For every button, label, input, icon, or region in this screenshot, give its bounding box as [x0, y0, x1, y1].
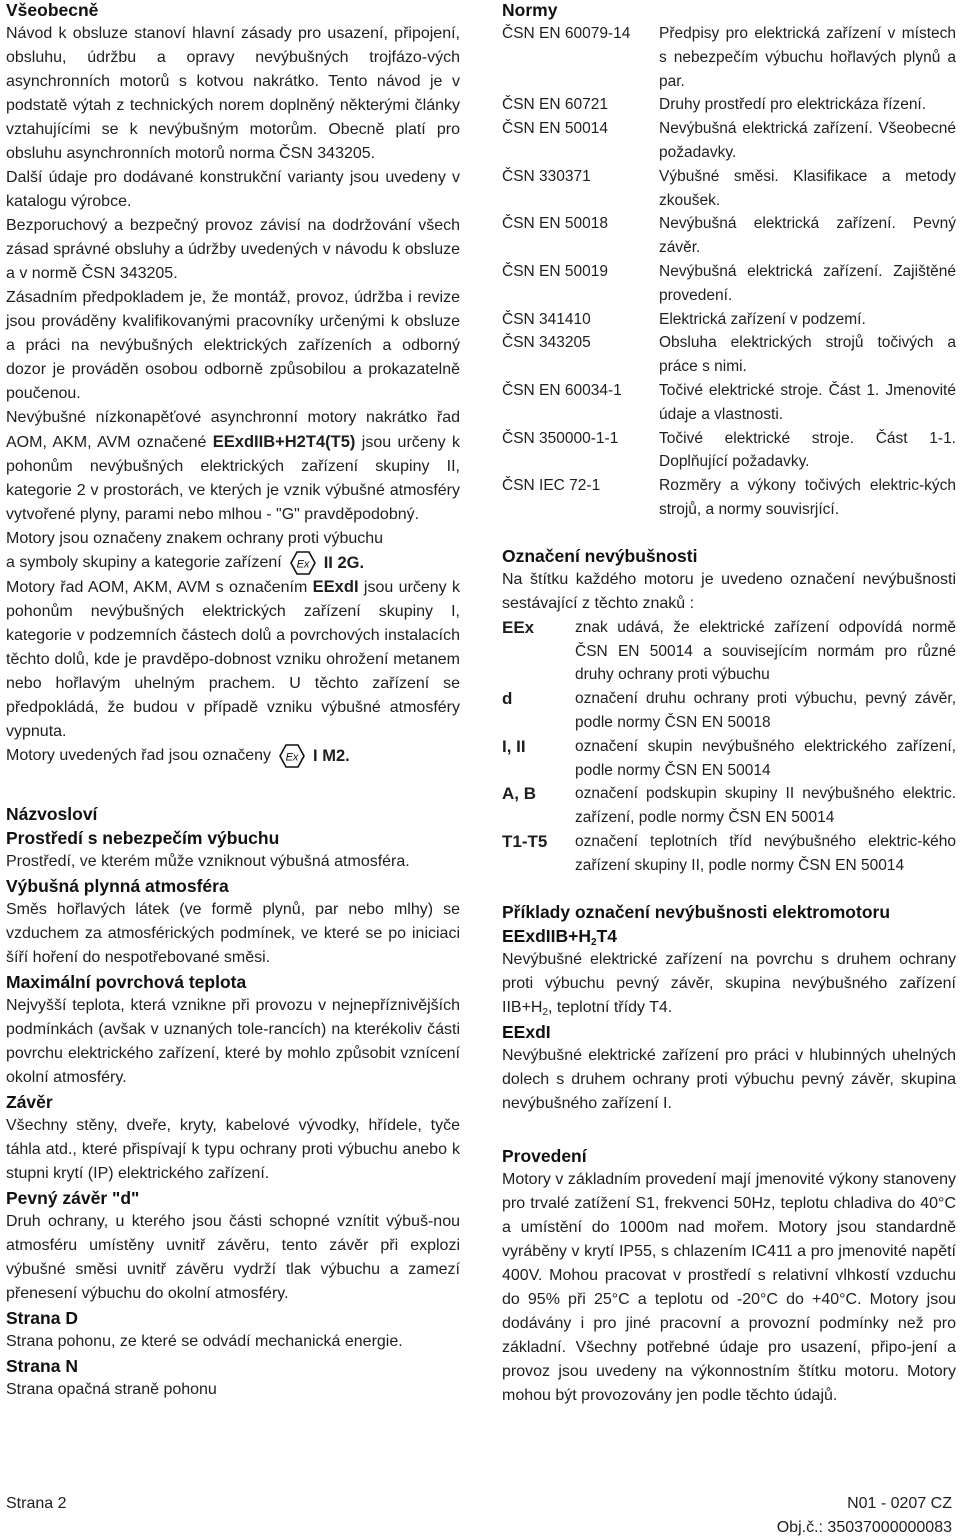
marking-label: I M2.	[313, 747, 350, 765]
norm-description: Točivé elektrické stroje. Část 1. Jmenovité údaje a vlastnosti.	[659, 381, 956, 423]
symbol-row	[502, 830, 956, 878]
symbol-description: znak udává, že elektrické zařízení odpovídá normě ČSN EN 50014 a souvisejícím normám pro různé druhy ochrany proti výbuchu	[575, 618, 956, 684]
norm-code: ČSN EN 60079-14	[502, 25, 631, 42]
norm-description: Nevýbušná elektrická zařízení. Všeobecné požadavky.	[659, 120, 956, 161]
symbol-description: označení druhu ochrany proti výbuchu, pevný závěr, podle normy ČSN EN 50018	[575, 690, 956, 731]
glossary-term: Závěr	[6, 1092, 53, 1112]
table-row	[502, 308, 956, 332]
glossary-definition: Druh ochrany, u kterého jsou části schopné vznítit výbuš-nou atmosféru umístěny uvnitř závěru, tento závěr při explozi výbušné směsi uvnitř závěru vydrží tlak výbuchu a zamezí přenesení výbuchu do okolní atmosféry.	[6, 1213, 460, 1302]
marking-line	[6, 744, 460, 768]
text-span: Motory uvedených řad jsou označeny	[6, 747, 272, 764]
example-code: EExdI	[502, 1021, 551, 1042]
glossary-definition: Prostředí, ve kterém může vzniknout výbušná atmosféra.	[6, 853, 410, 870]
section-heading-general: Všeobecně	[6, 0, 99, 20]
glossary-term: Prostředí s nebezpečím výbuchu	[6, 828, 280, 848]
norm-description: Výbušné směsi. Klasifikace a metody zkoušek.	[659, 167, 956, 209]
norm-code: ČSN EN 60721	[502, 96, 608, 114]
norms-table	[502, 22, 956, 522]
glossary-definition: Všechny stěny, dveře, kryty, kabelové vývodky, hřídele, tyče táhla atd., které přispívají k typu ochrany proti výbuchu anebo k stupni krytí (IP) elektrického zařízení.	[6, 1117, 460, 1182]
norm-code: ČSN EN 50014	[502, 120, 608, 138]
table-row	[502, 474, 956, 522]
table-row	[502, 331, 956, 379]
table-row	[502, 93, 956, 117]
glossary-definition: Strana pohonu, ze které se odvádí mechanická energie.	[6, 1333, 403, 1350]
ex-code: EExdIIB+H2T4(T5)	[212, 433, 356, 451]
symbol-row	[502, 616, 956, 687]
glossary-term: Strana D	[6, 1308, 78, 1328]
svg-text:Ex: Ex	[296, 558, 310, 571]
footer-meta	[777, 1492, 952, 1537]
glossary-term: Výbušná plynná atmosféra	[6, 876, 229, 896]
spacer	[502, 522, 956, 544]
ex-hexagon-icon	[290, 551, 316, 575]
section-heading-examples: Příklady označení nevýbušnosti elektromotoru	[502, 901, 891, 922]
paragraph: Návod k obsluze stanoví hlavní zásady pro usazení, připojení, obsluhu, údržbu a opravy nevýbušných trojfázo-vých asynchronních motorů s kotvou nakrátko. Tento návod je v podstatě výtah z technických norem doplněný některými články vztahujícími se k nevýbušným motorům. Obecně platí pro obsluhu asynchronních motorů norma ČSN 343205.	[6, 25, 460, 162]
norm-description: Točivé elektrické stroje. Část 1-1. Doplňující požadavky.	[659, 429, 956, 471]
svg-text:Ex: Ex	[285, 751, 299, 764]
norm-description: Předpisy pro elektrická zařízení v místech s nebezpečím výbuchu hořlavých plynů a par.	[659, 25, 956, 90]
spacer	[502, 1116, 956, 1144]
paragraph: Zásadním předpokladem je, že montáž, provoz, údržba i revize jsou prováděny kvalifikovanými pracovníky určenými k obsluze a práci na nevýbušných elektrických zařízeních a odborný dozor je prováděn osobou odborně způsobilou a prokazatelně poučenou.	[6, 289, 460, 402]
norm-description: Druhy prostředí pro elektrickáza řízení.	[659, 96, 927, 114]
glossary-definition: Směs hořlavých látek (ve formě plynů, par nebo mlhy) se vzduchem za atmosférických podmínek, ve které se po iniciaci šíří hoření do nespotřebované směsi.	[6, 901, 460, 966]
norm-code: ČSN EN 50018	[502, 215, 608, 233]
norm-code: ČSN 343205	[502, 334, 591, 352]
order-number: Obj.č.: 35037000000083	[776, 1519, 952, 1536]
paragraph	[6, 406, 460, 527]
text-span: Motory řad AOM, AKM, AVM s označením	[6, 579, 313, 596]
symbol-row	[502, 782, 956, 830]
norm-description: Nevýbušná elektrická zařízení. Pevný závěr.	[659, 215, 956, 257]
section-heading-glossary: Názvosloví	[6, 804, 98, 824]
paragraph	[6, 575, 460, 744]
symbol-description: označení skupin nevýbušného elektrického zařízení, podle normy ČSN EN 50014	[575, 737, 956, 779]
text-span: T4	[596, 925, 617, 946]
symbol-row	[502, 687, 956, 735]
norm-code: ČSN 341410	[502, 310, 591, 328]
text-span: Nevýbušné elektrické zařízení na povrchu s druhem ochrany proti výbuchu pevný závěr, skupina nevýbušného zařízení IIB+H	[502, 950, 956, 1016]
glossary-term: Pevný závěr "d"	[6, 1188, 140, 1208]
example-code	[502, 924, 956, 948]
norm-description: Elektrická zařízení v podzemí.	[659, 310, 866, 328]
norm-description: Rozměry a výkony točivých elektric-kých strojů, a normy souvisrjící.	[659, 477, 956, 518]
table-row	[502, 379, 956, 427]
ex-hexagon-icon	[279, 744, 305, 768]
symbol-code: A, B	[502, 784, 536, 804]
page-number: Strana 2	[6, 1495, 67, 1512]
paragraph: Na štítku každého motoru je uvedeno označení nevýbušnosti sestávající z těchto znaků :	[502, 570, 956, 612]
section-heading-marking: Označení nevýbušnosti	[502, 545, 698, 566]
paragraph: Motory v základním provedení mají jmenovité výkony stanoveny pro trvalé zatížení S1, frekvenci 50Hz, teplotu chladiva do 40°C a umístění do 1000m nad mořem. Motory jsou standardně vyráběny v krytí IP55, s chlazením IC411 a pro jmenovité napětí 400V. Mohou pracovat v prostředí s relativní vlhkostí vzduchu do 95% při 25°C a teplotu od -20°C do +40°C. Motory jsou dodávány i pro jiné pracovní a provozní podmínky než pro základní. Všechny potřebné údaje pro usazení, připo-jení a provoz jsou uvedeny na výkonnostním štítku motoru. Motory mohou být provozovány jen podle těchto údajů.	[502, 1170, 956, 1404]
table-row	[502, 165, 956, 213]
spacer	[6, 768, 460, 802]
norm-description: Obsluha elektrických strojů točivých a práce s nimi.	[659, 334, 956, 376]
symbol-description: označení podskupin skupiny II nevýbušného elektric. zařízení, podle normy ČSN EN 50014	[575, 785, 956, 827]
norm-code: ČSN 330371	[502, 167, 591, 185]
section-heading-norms: Normy	[502, 0, 558, 20]
symbol-row	[502, 735, 956, 783]
symbol-code: EEx	[502, 617, 535, 637]
subscript: 2	[542, 1006, 549, 1018]
paragraph: Nevýbušné elektrické zařízení pro práci v hlubinných uhelných dolech s druhem ochrany proti výbuchu pevný závěr, skupina nevýbušného zařízení I.	[502, 1046, 956, 1112]
glossary-definition: Strana opačná straně pohonu	[6, 1381, 217, 1398]
text-span: a symboly skupiny a kategorie zařízení	[6, 554, 282, 571]
table-row	[502, 260, 956, 308]
table-row	[502, 22, 956, 93]
paragraph	[502, 948, 956, 1020]
table-row	[502, 427, 956, 475]
text-span: EExdIIB+H	[502, 925, 591, 946]
table-row	[502, 117, 956, 165]
paragraph: Bezporuchový a bezpečný provoz závisí na dodržování všech zásad správné obsluhy a údržby uvedených v návodu k obsluze a v normě ČSN 343205.	[6, 217, 460, 282]
glossary-definition: Nejvyšší teplota, která vznikne při provozu v nejnepříznivějších podmínkách (avšak v uznaných tole-rancích) na kterékoliv části povrchu elektrického zařízení, které by mohlo způsobit vznícení okolní atmosféry.	[6, 997, 460, 1086]
text-span: Nevýbušné nízkonapěťové asynchronní motory nakrátko řad AOM, AKM, AVM označené	[6, 409, 460, 451]
symbol-code: T1-T5	[502, 831, 548, 851]
glossary-term: Maximální povrchová teplota	[6, 972, 247, 992]
section-heading-design: Provedení	[502, 1145, 587, 1166]
text-span: jsou určeny k pohonům nevýbušných elektrických zařízení skupiny I, kategorie v podzemních částech dolů a povrchových instalacích těchto dolů, kde je pravděpo-dobnost vzniku ohrožení metanem nebo hořlavým uhelným prachem. U těchto zařízení se předpokládá, že budou v případě vzniku výbušné atmosféry vypnuta.	[6, 579, 460, 740]
spacer	[502, 878, 956, 900]
glossary-term: Strana N	[6, 1356, 78, 1376]
left-column	[6, 0, 460, 1402]
text-span: jsou určeny k pohonům nevýbušných elektrických zařízení skupiny II, kategorie 2 v prostorách, ve kterých je vznik výbušné atmosféry vytvořené plyny, parami nebo mlhou - "G" pravděpodobný.	[6, 434, 460, 523]
right-column	[502, 0, 956, 1408]
norm-code: ČSN 350000-1-1	[502, 429, 619, 447]
paragraph: Další údaje pro dodávané konstrukční varianty jsou uvedeny v katalogu výrobce.	[6, 169, 460, 210]
document-code: N01 - 0207 CZ	[847, 1495, 952, 1512]
subscript: 2	[591, 936, 597, 948]
table-row	[502, 212, 956, 260]
symbol-description: označení teplotních tříd nevýbušného elektric-kého zařízení skupiny II, podle normy ČSN EN 50014	[575, 832, 956, 874]
marking-line	[6, 551, 460, 575]
text-span: , teplotní třídy T4.	[548, 998, 673, 1016]
paragraph: Motory jsou označeny znakem ochrany proti výbuchu	[6, 530, 384, 547]
symbol-code: d	[502, 689, 513, 709]
norm-code: ČSN IEC 72-1	[502, 477, 601, 495]
norm-description: Nevýbušná elektrická zařízení. Zajištěné provedení.	[659, 262, 956, 304]
norm-code: ČSN EN 50019	[502, 262, 608, 280]
ex-code: EExdI	[312, 578, 359, 596]
symbol-code: I, II	[502, 736, 526, 756]
norm-code: ČSN EN 60034-1	[502, 381, 622, 399]
marking-label: II 2G.	[323, 554, 365, 572]
